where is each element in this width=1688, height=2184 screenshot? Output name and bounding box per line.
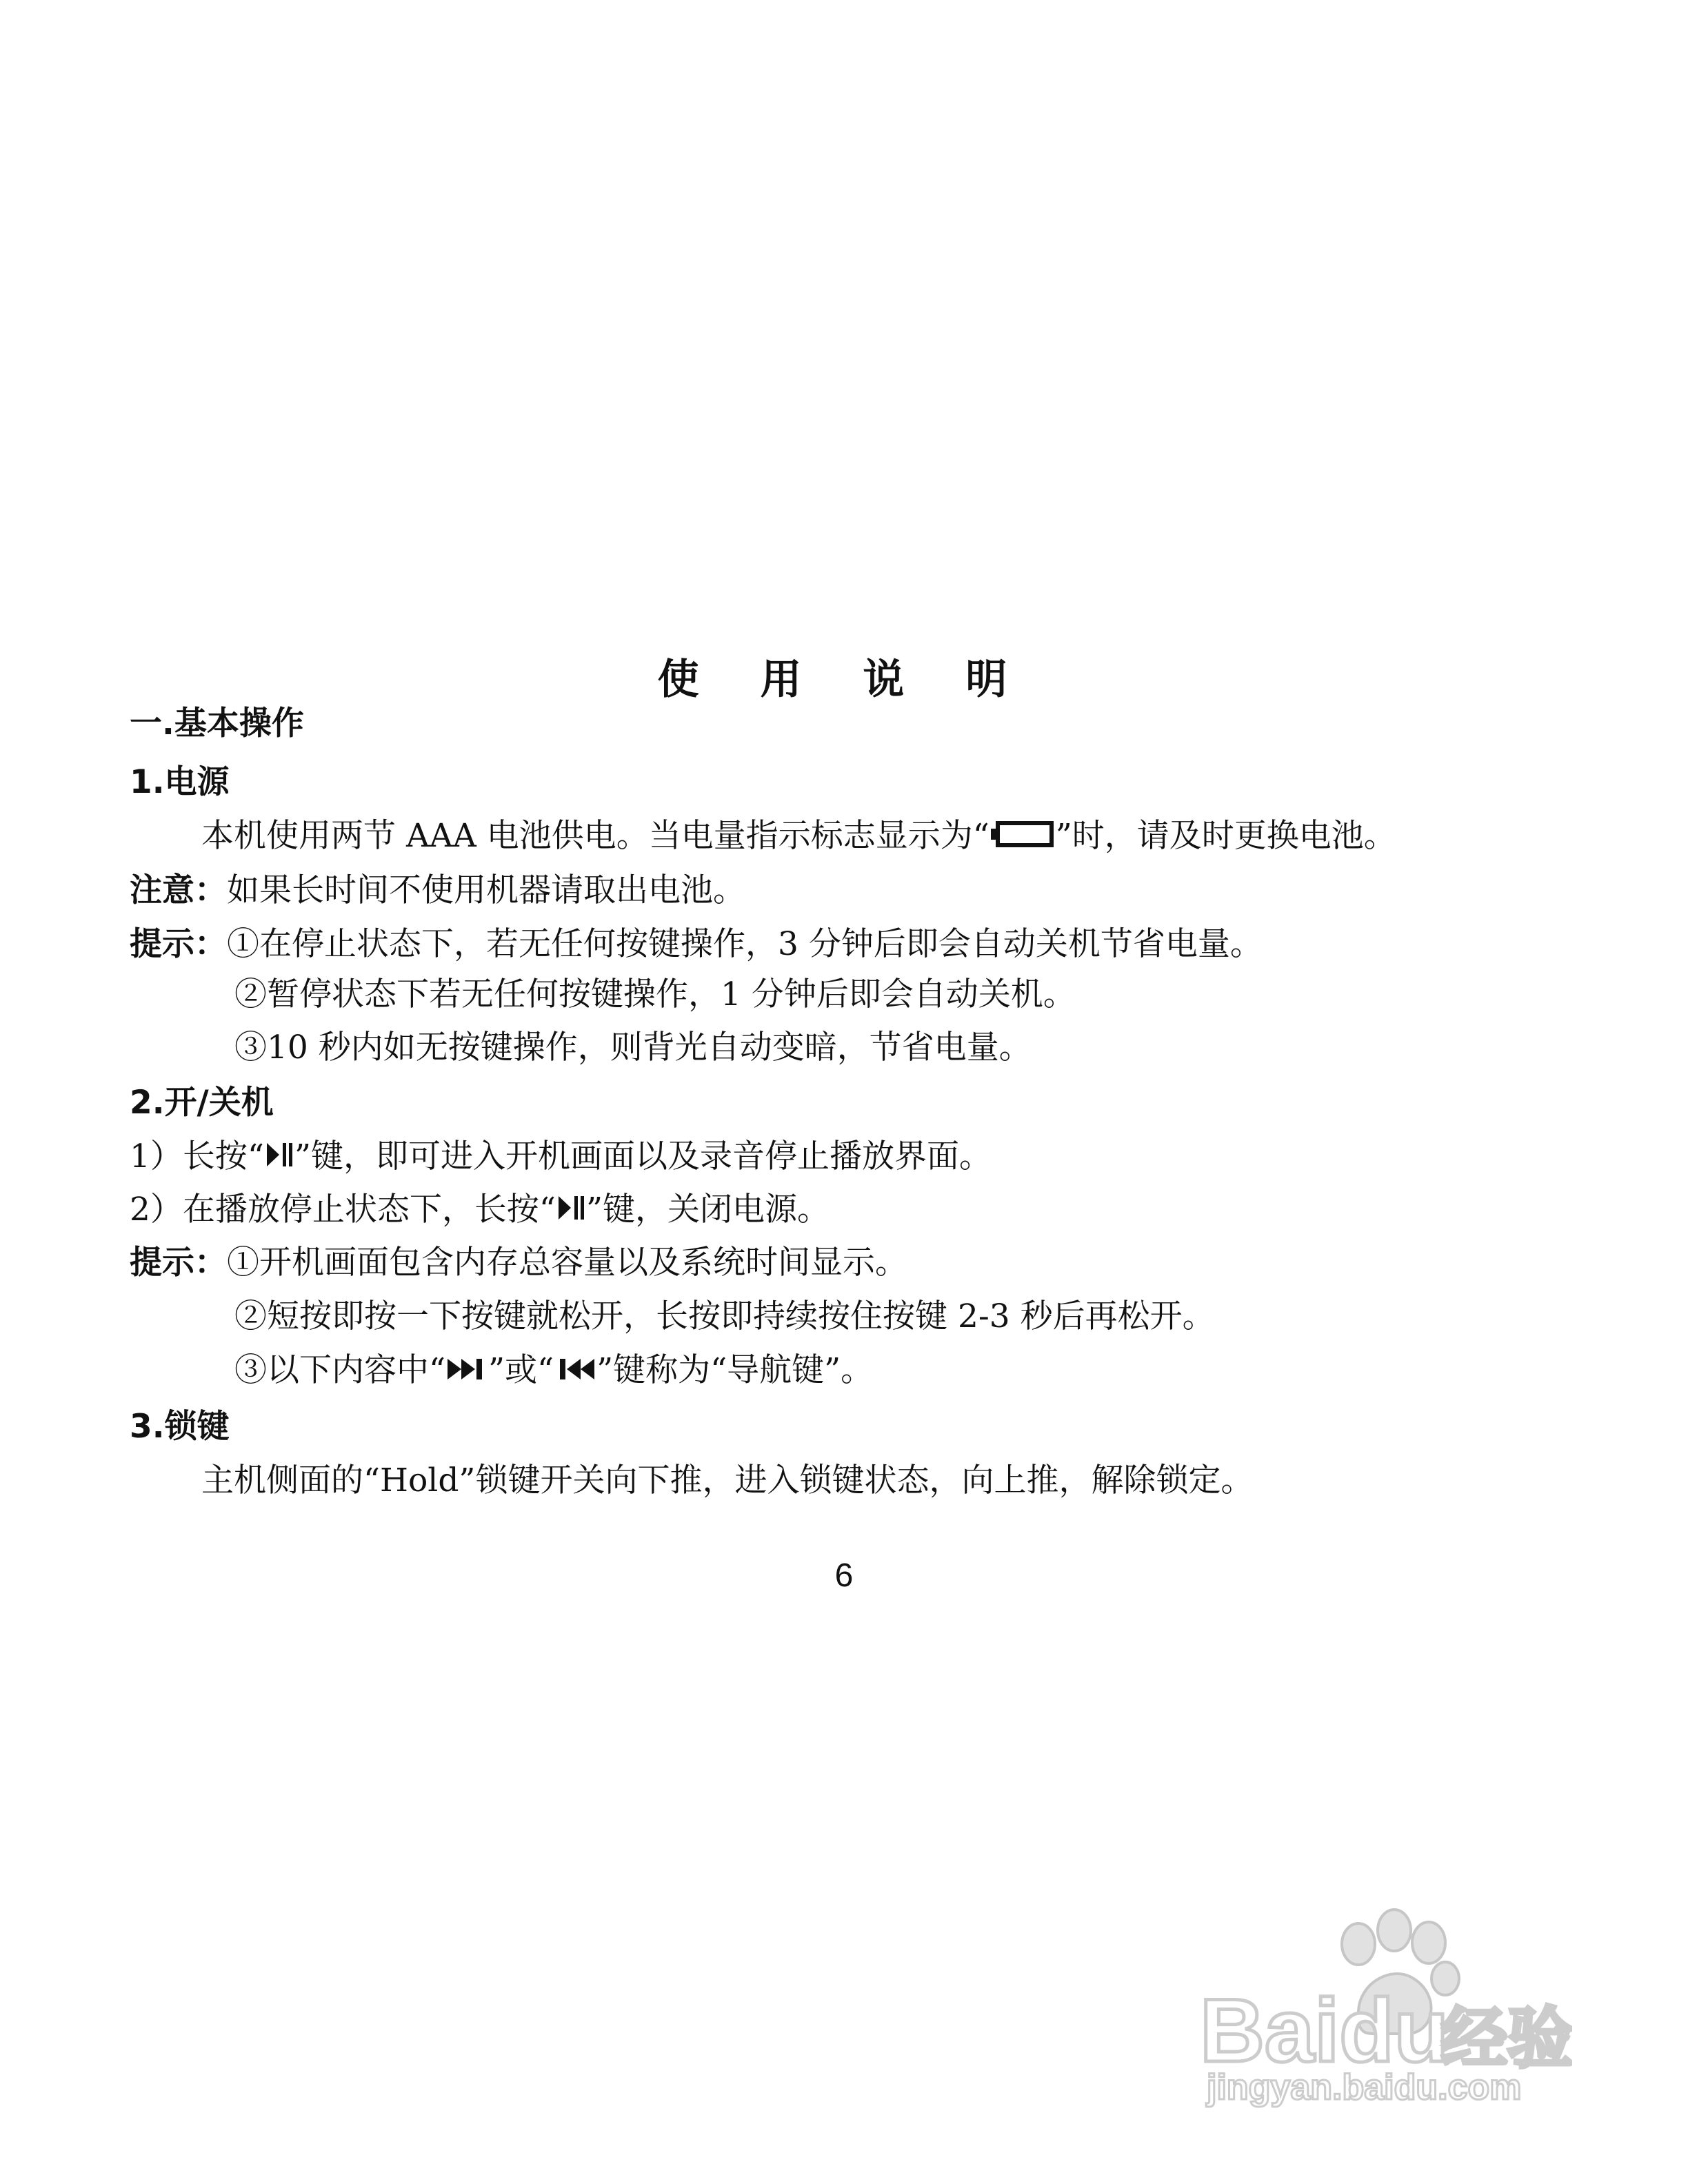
- baidu-watermark: [1186, 1861, 1572, 2110]
- onoff-item-1: [130, 1136, 992, 1180]
- next-track-icon: [445, 1352, 488, 1393]
- play-pause-icon: [556, 1191, 586, 1233]
- onoff-item-1-text-a: 1）长按“: [130, 1138, 264, 1175]
- onoff-tip-2: ②短按即按一下按键就松开，长按即持续按住按键 2-3 秒后再松开。: [234, 1297, 1215, 1335]
- power-heading: 1.电源: [130, 763, 230, 801]
- watermark-brand: Baidu: [1200, 1980, 1449, 2081]
- play-pause-icon: [264, 1138, 294, 1180]
- battery-empty-icon: [989, 818, 1056, 859]
- tip-label: 提示：: [130, 925, 227, 963]
- onoff-heading: 2.开/关机: [130, 1084, 274, 1122]
- power-note: [130, 870, 745, 911]
- lock-text: 主机侧面的“Hold”锁键开关向下推，进入锁键状态，向上推，解除锁定。: [201, 1462, 1254, 1499]
- onoff-tip-1: [130, 1242, 907, 1284]
- watermark-url: jingyan.baidu.com: [1207, 2067, 1522, 2107]
- lock-heading: 3.锁键: [130, 1408, 230, 1446]
- power-tip-3: ③10 秒内如无按键操作，则背光自动变暗，节省电量。: [234, 1029, 1032, 1066]
- page-number: 6: [834, 1557, 854, 1594]
- onoff-item-2-text-a: 2）在播放停止状态下，长按“: [130, 1191, 556, 1228]
- note-label: 注意：: [130, 871, 227, 909]
- tip-text: ①在停止状态下，若无任何按键操作，3 分钟后即会自动关机节省电量。: [227, 925, 1263, 963]
- onoff-item-2-text-b: ”键，关闭电源。: [585, 1191, 830, 1228]
- tip-text: ①开机画面包含内存总容量以及系统时间显示。: [227, 1244, 907, 1282]
- power-tip-1: [130, 924, 1263, 965]
- page-title: 使 用 说 明: [657, 656, 1031, 704]
- onoff-item-1-text-b: ”键，即可进入开机画面以及录音停止播放界面。: [294, 1138, 992, 1175]
- tip-label: 提示：: [130, 1244, 227, 1282]
- onoff-item-2: [130, 1189, 830, 1233]
- power-tip-2: ②暂停状态下若无任何按键操作，1 分钟后即会自动关机。: [234, 975, 1076, 1013]
- previous-track-icon: [554, 1352, 596, 1393]
- onoff-tip-3-b: ”或“: [488, 1351, 554, 1389]
- watermark-brand-cn: 经验: [1441, 2000, 1572, 2077]
- section-heading-basic: 一.基本操作: [130, 705, 304, 742]
- power-text-2: ”时，请及时更换电池。: [1055, 817, 1396, 855]
- power-text-1: 本机使用两节 AAA 电池供电。当电量指示标志显示为“: [201, 817, 989, 855]
- note-text: 如果长时间不使用机器请取出电池。: [227, 871, 745, 909]
- onoff-tip-3-a: ③以下内容中“: [234, 1351, 446, 1389]
- onoff-tip-3: [234, 1350, 873, 1393]
- power-description: [201, 816, 1396, 859]
- onoff-tip-3-c: ”键称为“导航键”。: [596, 1351, 874, 1389]
